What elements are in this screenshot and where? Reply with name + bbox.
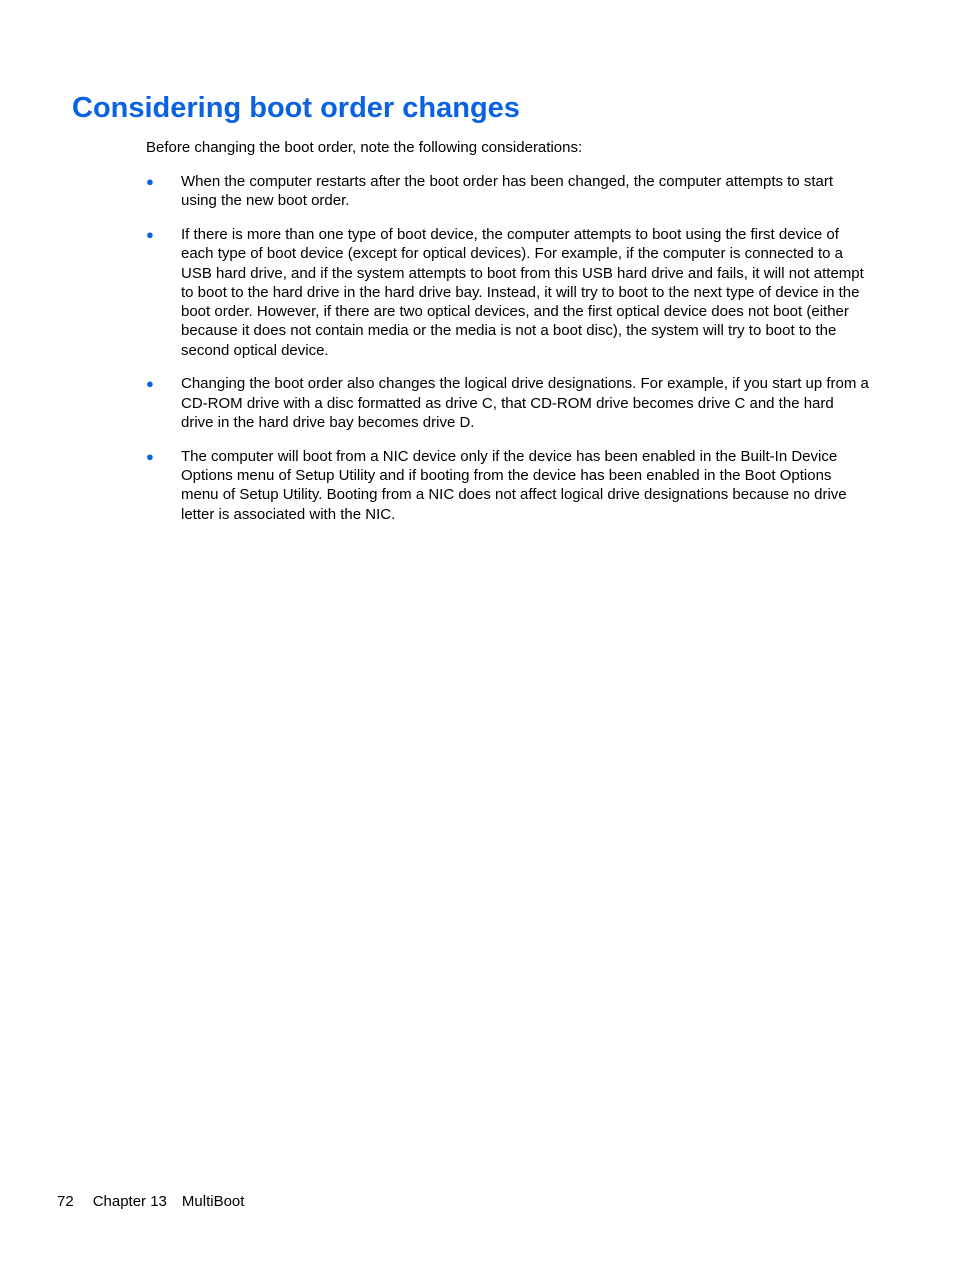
- intro-paragraph: Before changing the boot order, note the following considerations:: [146, 139, 583, 156]
- bullet-icon: ●: [146, 226, 154, 242]
- list-item-text: When the computer restarts after the boot order has been changed, the computer attempts to start using the new boot order.: [181, 173, 834, 210]
- list-item-text: If there is more than one type of boot device, the computer attempts to boot using the first device of each type of boot device (except for optical devices). For example, if the computer is connected to a USB hard drive, and if the system attempts to boot from this USB hard drive and fails, it will not attempt to boot to the hard drive in the hard drive bay. Instead, it will try to boot to the next type of device in the boot order. However, if there are two optical devices, and the first optical device does not boot (either because it does not contain media or the media is not a boot disc), the system will try to boot to the second optical device.: [181, 225, 864, 359]
- bullet-icon: ●: [146, 174, 154, 189]
- considerations-list: [146, 172, 870, 538]
- bullet-icon: ●: [146, 448, 154, 464]
- list-item-text: The computer will boot from a NIC device only if the device has been enabled in the Built-In Device Options menu of Setup Utility and if booting from the device has been enabled in the Boot Options menu of Setup Utility. Booting from a NIC does not affect logical drive designations because no drive letter is associated with the NIC.: [181, 447, 847, 523]
- list-item: [146, 447, 870, 524]
- page-number: 72: [57, 1193, 74, 1210]
- list-item-text: Changing the boot order also changes the logical drive designations. For example, if you start up from a CD-ROM drive with a disc formatted as drive C, that CD-ROM drive becomes drive C and the hard drive in the hard drive bay becomes drive D.: [181, 375, 869, 432]
- list-item: [146, 172, 870, 211]
- list-item: [146, 374, 870, 432]
- chapter-label: Chapter 13: [92, 1193, 167, 1210]
- list-item: [146, 225, 870, 360]
- chapter-title: MultiBoot: [181, 1193, 245, 1210]
- bullet-icon: ●: [146, 376, 154, 392]
- page-title: Considering boot order changes: [72, 92, 520, 124]
- page-footer: [57, 1192, 244, 1211]
